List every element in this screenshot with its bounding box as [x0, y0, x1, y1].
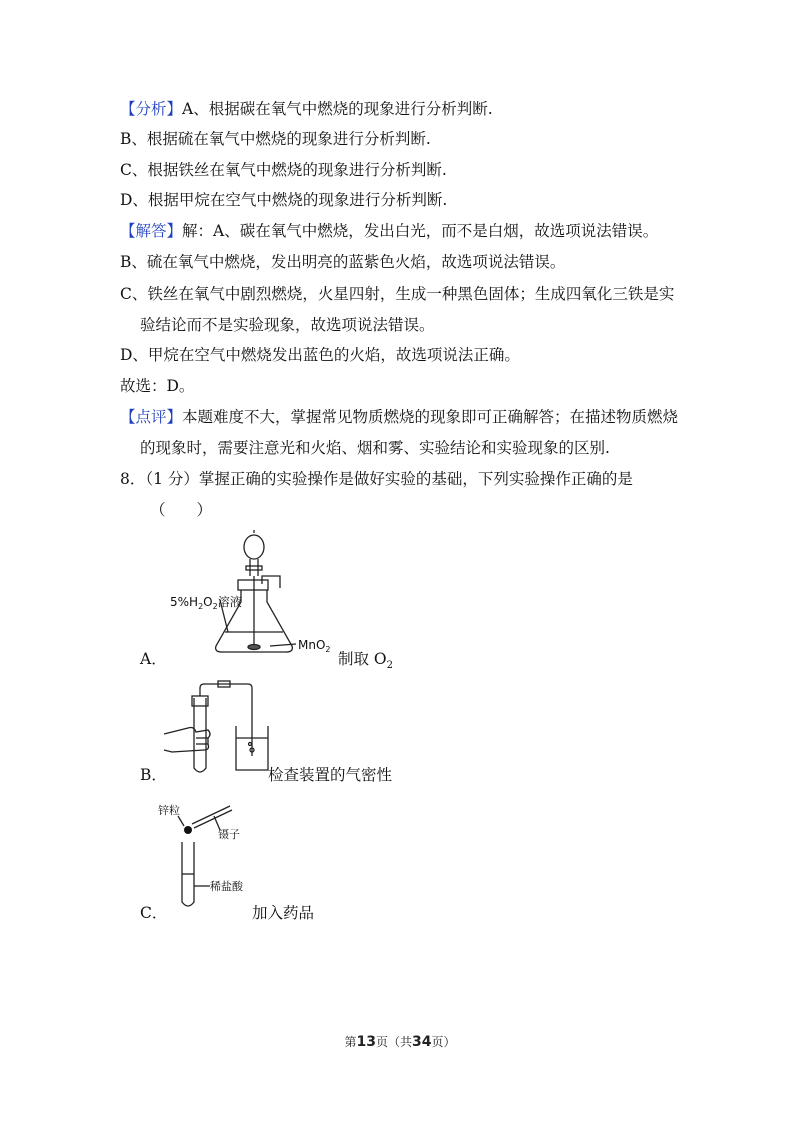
- option-a-figure: [168, 528, 388, 662]
- dilute-hcl-label: 稀盐酸: [210, 880, 243, 893]
- tweezers-label: 镊子: [218, 828, 240, 841]
- tweezers-icon: [192, 806, 232, 828]
- comment-text: 本题难度不大，掌握常见物质燃烧的现象即可正确解答；在描述物质燃烧: [182, 408, 679, 426]
- page-number: 13: [356, 1034, 376, 1050]
- comment-line-1: [120, 406, 678, 428]
- answer-blank: （ ）: [150, 501, 213, 519]
- answer-line-6: 故选：D。: [120, 377, 195, 395]
- option-b-caption: 检查装置的气密性: [268, 766, 393, 784]
- zinc-granule-label: 锌粒: [158, 804, 180, 817]
- analysis-text: A、根据碳在氧气中燃烧的现象进行分析判断.: [182, 100, 493, 118]
- answer-line-5: D、甲烷在空气中燃烧发出蓝色的火焰，故选项说法正确。: [120, 346, 520, 364]
- analysis-tag: 【分析】: [120, 100, 183, 118]
- option-c-figure: [156, 796, 256, 916]
- option-b-figure: [162, 678, 272, 778]
- answer-line-1: [120, 220, 658, 242]
- option-c-letter: C．: [140, 904, 168, 922]
- analysis-line-2: B、根据硫在氧气中燃烧的现象进行分析判断.: [120, 130, 431, 148]
- option-c-caption: 加入药品: [252, 904, 315, 922]
- analysis-line-4: D、根据甲烷在空气中燃烧的现象进行分析判断.: [120, 191, 448, 209]
- hand-icon: [164, 728, 210, 753]
- answer-line-3: C、铁丝在氧气中剧烈燃烧，火星四射，生成一种黑色固体；生成四氧化三铁是实: [120, 285, 675, 303]
- answer-text: 解：A、碳在氧气中燃烧，发出白光，而不是白烟，故选项说法错误。: [182, 222, 659, 240]
- answer-line-2: B、硫在氧气中燃烧，发出明亮的蓝紫色火焰，故选项说法错误。: [120, 253, 566, 271]
- answer-line-4: 验结论而不是实验现象，故选项说法错误。: [140, 316, 435, 334]
- analysis-line-3: C、根据铁丝在氧气中燃烧的现象进行分析判断.: [120, 161, 447, 179]
- stopper: [238, 580, 268, 590]
- zinc-granule-icon: [184, 826, 192, 834]
- mno2-label: MnO$_2$: [298, 638, 331, 654]
- comment-tag: 【点评】: [120, 408, 183, 426]
- separatory-funnel-bulb: [244, 535, 264, 559]
- option-b-letter: B．: [140, 766, 167, 784]
- comment-line-2: 的现象时，需要注意光和火焰、烟和雾、实验结论和实验现象的区别.: [140, 439, 610, 457]
- option-a-letter: A．: [140, 650, 167, 668]
- question-stem: 8．（1 分）掌握正确的实验操作是做好实验的基础，下列实验操作正确的是: [120, 470, 633, 488]
- answer-tag: 【解答】: [120, 222, 183, 240]
- test-tube: [194, 698, 206, 772]
- h2o2-label: $5\%H_2O_2$溶液: [170, 595, 242, 611]
- analysis-line-1: [120, 98, 493, 120]
- option-a-caption: 制取 $O_2$: [338, 650, 394, 672]
- total-pages: 34: [412, 1034, 432, 1050]
- page-footer: 第13页（共34页）: [344, 1034, 456, 1050]
